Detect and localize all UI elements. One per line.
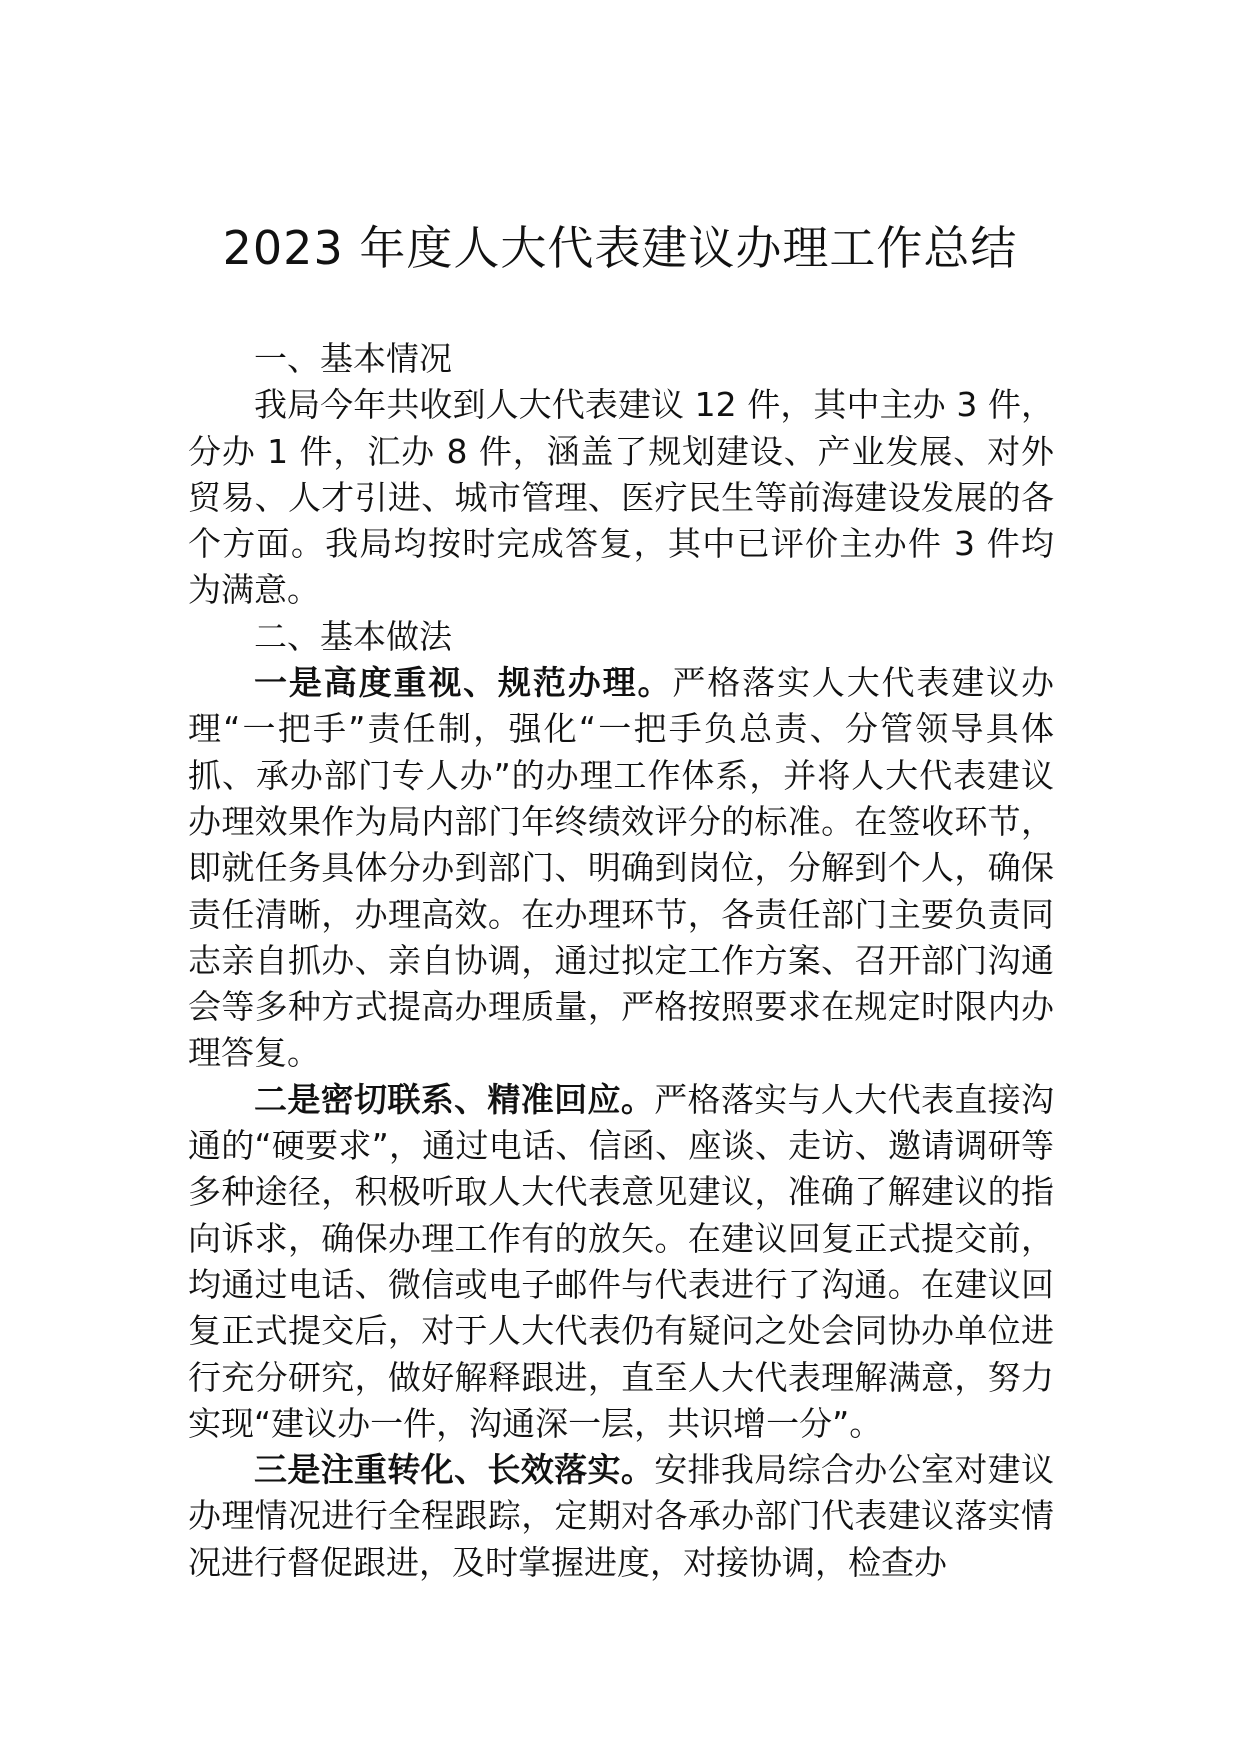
paragraph-basic-situation <box>188 382 1054 613</box>
paragraph-practice-2 <box>188 1077 1054 1447</box>
section-heading-basic-situation: 一、基本情况 <box>254 339 452 378</box>
paragraph-text: 安排我局综合办公室对建议办理情况进行全程跟踪，定期对各承办部门代表建议落实情况进行督促跟进，及时掌握进度，对接协调，检查办 <box>188 1450 1055 1582</box>
paragraph-lead: 一是高度重视、规范办理。 <box>254 663 673 703</box>
paragraph-text: 我局今年共收到人大代表建议 12 件，其中主办 3 件，分办 1 件，汇办 8 件，涵盖了规划建设、产业发展、对外贸易、人才引进、城市管理、医疗民生等前海建设发展的各个方面。我局均按时完成答复，其中已评价主办件 3 件均为满意。 <box>188 385 1054 610</box>
document-body <box>188 336 1054 1586</box>
paragraph-practice-1 <box>188 660 1054 1077</box>
document-title: 2023 年度人大代表建议办理工作总结 <box>222 221 1018 275</box>
paragraph-lead: 三是注重转化、长效落实。 <box>254 1450 655 1490</box>
paragraph-lead: 二是密切联系、精准回应。 <box>254 1079 655 1119</box>
section-heading-basic-practices: 二、基本做法 <box>254 616 452 656</box>
paragraph-text: 严格落实人大代表建议办理“一把手”责任制，强化“一把手负总责、分管领导具体抓、承办部门专人办”的办理工作体系，并将人大代表建议办理效果作为局内部门年终绩效评分的标准。在签收环节，即就任务具体分办到部门、明确到岗位，分解到个人，确保责任清晰，办理高效。在办理环节，各责任部门主要负责同志亲自抓办、亲自协调，通过拟定工作方案、召开部门沟通会等多种方式提高办理质量，严格按照要求在规定时限内办理答复。 <box>188 663 1055 1073</box>
paragraph-text: 严格落实与人大代表直接沟通的“硬要求”，通过电话、信函、座谈、走访、邀请调研等多种途径，积极听取人大代表意见建议，准确了解建议的指向诉求，确保办理工作有的放矢。在建议回复正式提交前，均通过电话、微信或电子邮件与代表进行了沟通。在建议回复正式提交后，对于人大代表仍有疑问之处会同协办单位进行充分研究，做好解释跟进，直至人大代表理解满意，努力实现“建议办一件，沟通深一层，共识增一分”。 <box>188 1079 1055 1443</box>
paragraph-practice-3 <box>188 1447 1054 1586</box>
